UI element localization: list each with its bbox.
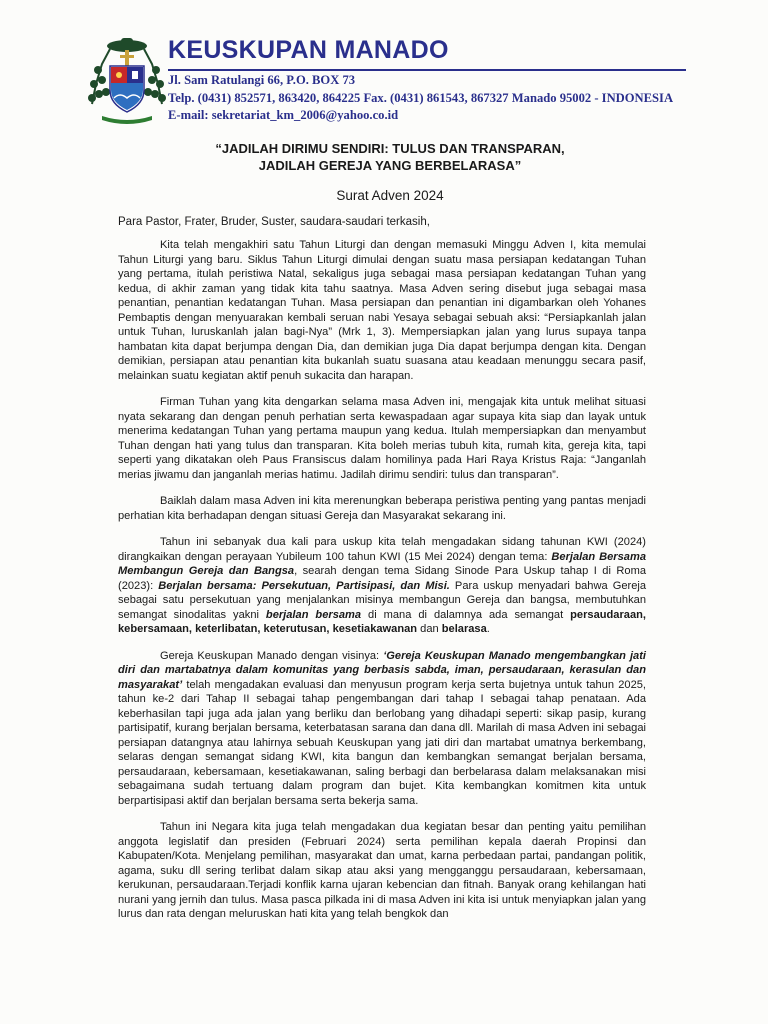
diocese-coat-of-arms-logo — [88, 34, 166, 126]
paragraph-4: Tahun ini sebanyak dua kali para uskup kita telah mengadakan sidang tahunan KWI (2024) dirangkaikan dengan perayaan Yubileum 100 tahun KWI (15 Mei 2024) dengan tema: Berjalan Bersama Membangun Gereja dan Bangsa, searah dengan tema Sidang Sinode Para Uskup tahap I di Roma (2023): Berjalan bersama: Persekutuan, Partisipasi, dan Misi. Para uskup menyadari bahwa Gereja sebagai satu persekutuan yang menjalankan misinya membangun Gereja dan bangsa, membutuhkan semangat sinodalitas yakni berjalan bersama di mana di dalamnya ada semangat persaudaraan, kebersamaan, keterlibatan, keterutusan, kesetiakawanan dan belarasa. — [118, 536, 646, 635]
letter-subtitle: Surat Adven 2024 — [336, 188, 444, 203]
letter-title-line-2: JADILAH GEREJA YANG BERBELARASA” — [258, 158, 522, 173]
paragraph-6: Tahun ini Negara kita juga telah mengadakan dua kegiatan besar dan penting yaitu pemilihan anggota legislatif dan presiden (Februari 2024) serta pemilihan kepala daerah Propinsi dan Kabupaten/Kota. Menjelang pemilihan, masyarakat dan umat, karna perbedaan partai, pandangan politik, agama, suku dll sering terlibat dalam sikap atau aksi yang mengganggu persaudaraan, kebersamaan, kerukunan, persaudaraan.Terjadi konflik karna ujaran kebencian dan fitnah. Banyak orang kehilangan hati nurani yang jernih dan tulus. Masa pasca pilkada ini di masa Adven ini kita isi untuk menyiapkan jalan yang lurus dan rata dengan meluruskan hati kita yang telah bengkok dan — [118, 821, 646, 920]
letter-title-line-1: “JADILAH DIRIMU SENDIRI: TULUS DAN TRANSPARAN, — [215, 141, 565, 156]
paragraph-1: Kita telah mengakhiri satu Tahun Liturgi dan dengan memasuki Minggu Adven I, kita memulai Tahun Liturgi yang baru. Siklus Tahun Liturgi dimulai dengan suatu masa persiapan kedatangan Tuhan yang pertama, itulah peristiwa Natal, sekaligus juga sebagai masa persiapan kedatangan Tuhan yang kedua, di akhir zaman yang tidak kita tahu saatnya. Masa Adven sering disebut juga sebagai masa penantian, penantian kedatangan Tuhan. Masa persiapan dan penantian ini digambarkan oleh Yohanes Pembaptis dengan menyuarakan kembali seruan nabi Yesaya sebagai sebuah aksi: “Persiapkanlah jalan untuk Tuhan, luruskanlah jalan bagi-Nya” (Mrk 1, 3). Mempersiapkan jalan yang lurus supaya tanpa hambatan kita dapat berjumpa dengan Dia, dan demikian juga Dia dapat berjumpa dengan kita. Dengan demikian, persiapan atau penantian kita bukanlah suatu suasana atau keadaan menunggu secara pasif, melainkan suatu kegiatan aktif penuh sukacita dan harapan. — [118, 239, 646, 382]
letter-body — [118, 238, 646, 934]
salutation: Para Pastor, Frater, Bruder, Suster, saudara-saudari terkasih, — [118, 216, 430, 228]
email-line: E-mail: sekretariat_km_2006@yahoo.co.id — [168, 108, 399, 122]
paragraph-2: Firman Tuhan yang kita dengarkan selama masa Adven ini, mengajak kita untuk melihat situasi nyata sekarang dan dengan penuh perhatian serta kewaspadaan agar supaya kita siap dan layak untuk menerima kedatangan Tuhan yang pertama maupun yang kedua. Itulah mempersiapkan dan menyambut Tuhan dengan hati yang tulus dan transparan. Kita boleh merias tubuh kita, rumah kita, gereja kita, tapi seperti yang dikatakan oleh Paus Fransiscus dalam homilinya pada Hari Raya Kristus Raja: “Janganlah merias jiwamu dan janganlah merias hatimu. Jadilah dirimu sendiri: tulus dan transparan”. — [118, 396, 646, 481]
diocese-name: KEUSKUPAN MANADO — [168, 36, 449, 64]
header-divider — [168, 69, 686, 71]
letter-title — [100, 140, 680, 174]
paragraph-5: Gereja Keuskupan Manado dengan visinya: ‘Gereja Keuskupan Manado mengembangkan jati diri dan martabatnya dalam komunitas yang berbasis sabda, iman, persaudaraan, kerasulan dan masyarakat’ telah mengadakan evaluasi dan menyusun program kerja serta bujetnya untuk tahun 2025, tahun ke-2 dari Tahap II sebagai tahap pengembangan dari tahap I sebagai tahap penataan. Ada keberhasilan tapi juga ada jalan yang berliku dan berlobang yang dihadapi seperti: sikap pasip, kurang partisipatif, kurang berjalan bersama, keterbatasan sarana dan dana dll. Marilah di masa Adven ini sebagai persiapan datangnya atau lahirnya sebuah Keuskupan yang jati diri dan martabat umatnya berkembang, selaras dengan semangat sidang KWI, kita bangun dan kembangkan semangat berjalan bersama, persaudaraan, kebersamaan, kesetiakawanan, saling berbagi dan berbelarasa dalam melaksanakan misi sebagaimana sudah tertuang dalam program dan bujet. Kita kembangkan komitmen kita untuk berpartisipasi aktif dan berjalan bersama serta bekerja sama. — [118, 649, 646, 807]
address-line: Jl. Sam Ratulangi 66, P.O. BOX 73 — [168, 73, 356, 87]
phone-fax-line: Telp. (0431) 852571, 863420, 864225 Fax. (0431) 861543, 867327 Manado 95002 - INDONESIA — [168, 91, 674, 105]
paragraph-3: Baiklah dalam masa Adven ini kita merenungkan beberapa peristiwa penting yang pantas menjadi perhatian kita berhadapan dengan situasi Gereja dan Masyarakat sekarang ini. — [118, 495, 646, 522]
